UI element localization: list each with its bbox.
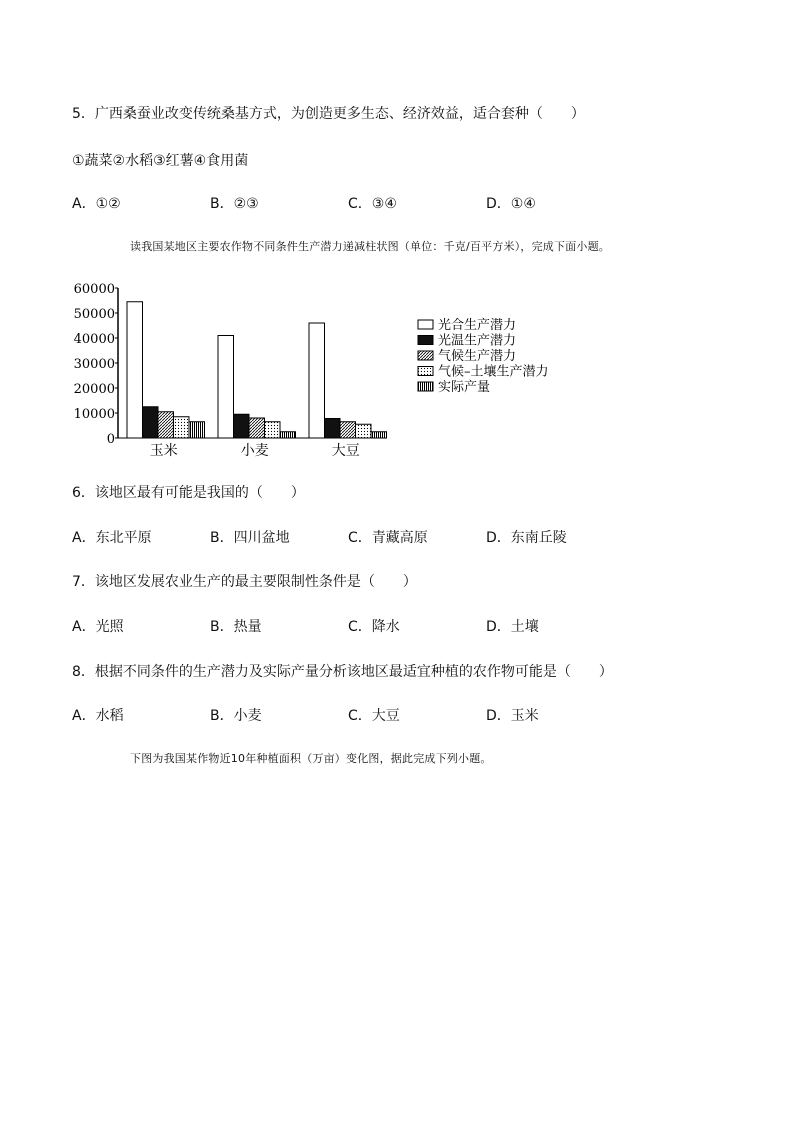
q5-items: ①蔬菜②水稻③红薯④食用菌 — [72, 153, 249, 169]
bar — [265, 422, 281, 438]
q6-stem: 6．该地区最有可能是我国的（ ） — [72, 485, 305, 501]
legend-swatch — [418, 351, 433, 360]
x-tick-label: 大豆 — [331, 443, 360, 459]
q7-option-b[interactable]: B．热量 — [210, 619, 262, 635]
q7-option-d[interactable]: D．土壤 — [486, 619, 539, 635]
bar — [174, 417, 190, 438]
legend-label: 光合生产潜力 — [438, 318, 517, 333]
q8-option-b[interactable]: B．小麦 — [210, 708, 262, 724]
y-tick-label: 0 — [106, 432, 115, 447]
y-tick-label: 50000 — [73, 307, 115, 322]
bar — [127, 302, 143, 438]
q5-option-b[interactable]: B．②③ — [210, 196, 259, 212]
y-tick-label: 30000 — [73, 357, 115, 372]
bar — [249, 418, 265, 438]
legend-swatch — [418, 336, 433, 345]
q6-option-a[interactable]: A．东北平原 — [72, 530, 152, 546]
q7-option-a[interactable]: A．光照 — [72, 619, 124, 635]
x-tick-label: 小麦 — [240, 443, 269, 459]
legend-swatch — [418, 382, 433, 391]
q8-option-d[interactable]: D．玉米 — [486, 708, 539, 724]
q6-option-c[interactable]: C．青藏高原 — [348, 530, 428, 546]
y-tick-label: 20000 — [73, 382, 115, 397]
q5-stem: 5．广西桑蚕业改变传统桑基方式，为创造更多生态、经济效益，适合套种（ ） — [72, 106, 585, 122]
bar — [234, 414, 250, 438]
q6-option-d[interactable]: D．东南丘陵 — [486, 530, 567, 546]
y-tick-label: 40000 — [73, 332, 115, 347]
q7-stem: 7．该地区发展农业生产的最主要限制性条件是（ ） — [72, 574, 417, 590]
q7-option-c[interactable]: C．降水 — [348, 619, 400, 635]
q5-option-d[interactable]: D．①④ — [486, 196, 536, 212]
q6-option-b[interactable]: B．四川盆地 — [210, 530, 290, 546]
bar — [356, 424, 372, 438]
q8-option-a[interactable]: A．水稻 — [72, 708, 124, 724]
bar — [309, 323, 325, 438]
bar — [218, 336, 234, 439]
legend-swatch — [418, 320, 433, 329]
q8-option-c[interactable]: C．大豆 — [348, 708, 400, 724]
legend-label: 气候生产潜力 — [438, 349, 517, 364]
bar — [158, 412, 174, 438]
y-tick-label: 10000 — [73, 407, 115, 422]
x-tick-label: 玉米 — [149, 443, 178, 459]
bar — [371, 432, 387, 438]
y-tick-label: 60000 — [73, 282, 115, 297]
bar — [280, 432, 296, 438]
next-intro: 下图为我国某作物近10年种植面积（万亩）变化图，据此完成下列小题。 — [130, 752, 492, 765]
bar-chart — [60, 280, 580, 460]
q8-stem: 8．根据不同条件的生产潜力及实际产量分析该地区最适宜种植的农作物可能是（ ） — [72, 664, 613, 680]
q5-option-a[interactable]: A．①② — [72, 196, 121, 212]
bar — [189, 422, 205, 438]
legend-label: 光温生产潜力 — [438, 333, 517, 349]
chart-intro: 读我国某地区主要农作物不同条件生产潜力递减柱状图（单位：千克/百平方米），完成下面小题。 — [130, 240, 611, 253]
q5-option-c[interactable]: C．③④ — [348, 196, 397, 212]
legend-swatch — [418, 367, 433, 376]
bar — [340, 422, 356, 438]
legend-label: 实际产量 — [438, 380, 491, 395]
bar — [325, 419, 341, 439]
bar — [143, 407, 159, 438]
legend-label: 气候–土壤生产潜力 — [438, 364, 549, 380]
